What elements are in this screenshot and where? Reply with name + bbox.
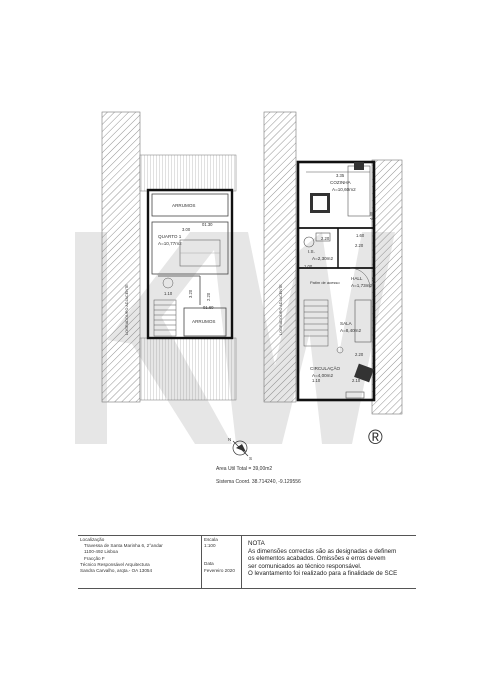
tech-label: Técnico Responsável Arquitectura: [80, 561, 150, 567]
nota-line-3: ser comunicados ao técnico responsável.: [248, 562, 362, 570]
right-dim-5: 2.20: [321, 236, 330, 241]
left-street-label: LOGRADOURO ADJACENTE: [125, 284, 129, 335]
left-dim-6: 01.60: [203, 305, 214, 310]
left-room-area-2: A=10,77m2: [158, 241, 182, 246]
left-dim-3: 3.20: [188, 289, 193, 298]
nota-line-2: os elementos acabados. Omissões e erros devem: [248, 555, 386, 563]
left-adjacent-wall: [102, 112, 140, 402]
right-room-area-4: A=8,40m2: [340, 328, 362, 333]
left-room-name-3: ARRUMOS: [192, 319, 216, 324]
right-dim-1: 3.35: [336, 173, 345, 178]
scale-date-column: [204, 537, 235, 574]
location-column: [80, 537, 163, 574]
right-dim-7: 2.10: [352, 378, 361, 383]
right-room-area-1: A=10,60m2: [332, 187, 356, 192]
right-room-area-2: A=2,30m2: [312, 256, 334, 261]
left-dim-4: 1.10: [164, 291, 173, 296]
left-dim-5: 2.20: [206, 292, 211, 301]
right-room-area-3: A=1,73m2: [351, 283, 373, 288]
right-access-note: Patim de acesso: [310, 280, 340, 285]
nota-line-4: O levantamento foi realizado para a finalidade de SCE: [248, 570, 398, 578]
title-block-divider: [201, 536, 202, 588]
scale-value: 1:100: [204, 543, 216, 549]
right-room-name-4: SALA: [340, 321, 352, 326]
nota-block: [248, 540, 397, 578]
coordinates: Sistema Coord. 38.714240, -9.129556: [216, 479, 301, 485]
right-dim-3: 1.60: [356, 233, 365, 238]
left-room-name-2: QUARTO 1: [158, 234, 182, 239]
nota-line-1: As dimensões correctas são as designadas e definem: [248, 547, 397, 555]
right-room-name-2: I.S.: [308, 249, 315, 254]
location-line-1: Travessa de Santa Marinha 6, 2°andar: [84, 543, 163, 549]
title-block-divider: [241, 536, 242, 588]
north-letter: N: [228, 437, 232, 442]
left-room-name-1: ARRUMOS: [172, 203, 196, 208]
south-letter: S: [249, 456, 253, 461]
scale-label: Escala: [204, 537, 218, 542]
registered-mark: ®: [368, 427, 383, 449]
nota-label: NOTA: [248, 540, 265, 547]
date-value: Fevereiro 2020: [204, 567, 235, 573]
right-room-name-1: COZINHA: [330, 180, 351, 185]
location-label: Localização: [80, 537, 105, 542]
right-dim-10: 2.20: [355, 352, 364, 357]
left-dim-1: 3.00: [182, 227, 191, 232]
right-dim-2: 4.30: [369, 211, 374, 220]
area-total: Area Util Total = 39,00m2: [216, 466, 273, 472]
right-dim-9: 1.00: [304, 264, 313, 269]
right-dim-6: 1.10: [312, 378, 321, 383]
tech-name: Sandra Carvalho, arqta.- OA 13054: [80, 568, 153, 574]
right-room-name-3: HALL: [351, 276, 363, 281]
location-line-3: Fracção F: [84, 555, 105, 561]
right-dim-4: 2.20: [355, 243, 364, 248]
location-line-2: 1100-492 Lisboa: [84, 549, 118, 555]
right-street-label: LOGRADOURO ADJACENTE: [279, 284, 283, 335]
right-dim-8: 1.55: [371, 276, 376, 285]
right-adjacent-wall: [264, 112, 296, 402]
right-room-area-5: A=4,00m2: [312, 373, 334, 378]
left-dim-2: 01.30: [202, 222, 213, 227]
right-room-name-5: CIRCULAÇÃO: [310, 366, 341, 371]
date-label: Data: [204, 561, 214, 567]
